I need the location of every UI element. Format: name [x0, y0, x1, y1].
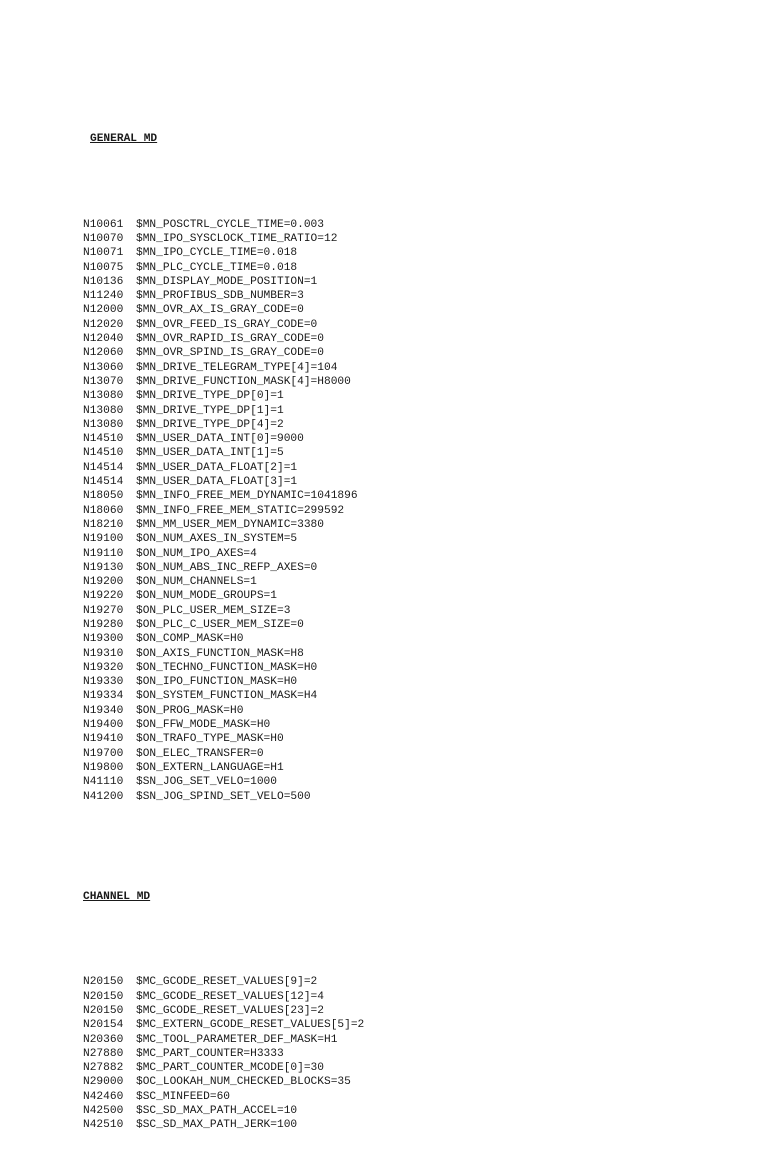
md-assignment: $MN_DRIVE_TYPE_DP[0]=1	[136, 390, 284, 403]
md-line	[83, 289, 364, 303]
md-assignment: $SN_JOG_SPIND_SET_VELO=500	[136, 790, 311, 803]
md-line-number: N20150	[83, 990, 124, 1003]
md-assignment: $ON_PLC_C_USER_MEM_SIZE=0	[136, 618, 304, 631]
md-assignment: $MN_PROFIBUS_SDB_NUMBER=3	[136, 290, 304, 303]
md-assignment: $MN_OVR_RAPID_IS_GRAY_CODE=0	[136, 333, 324, 346]
md-assignment: $MN_POSCTRL_CYCLE_TIME=0.003	[136, 218, 324, 231]
md-line	[83, 1004, 364, 1018]
md-line	[83, 532, 364, 546]
md-assignment: $ON_PROG_MASK=H0	[136, 704, 244, 717]
md-assignment: $OC_LOOKAH_NUM_CHECKED_BLOCKS=35	[136, 1076, 351, 1089]
md-line	[83, 761, 364, 775]
md-line-number: N41110	[83, 776, 124, 789]
md-line	[83, 404, 364, 418]
md-line-number: N41200	[83, 790, 124, 803]
md-line	[83, 732, 364, 746]
md-assignment: $MC_PART_COUNTER_MCODE[0]=30	[136, 1062, 324, 1075]
md-line-number: N13070	[83, 375, 124, 388]
md-assignment: $ON_ELEC_TRANSFER=0	[136, 747, 264, 760]
md-line-number: N18060	[83, 504, 124, 517]
md-line	[83, 990, 364, 1004]
md-line-number: N19334	[83, 690, 124, 703]
md-assignment: $ON_PLC_USER_MEM_SIZE=3	[136, 604, 291, 617]
md-line	[83, 675, 364, 689]
md-line-number: N19270	[83, 604, 124, 617]
md-line	[83, 418, 364, 432]
md-line	[83, 661, 364, 675]
md-line-number: N19340	[83, 704, 124, 717]
md-assignment: $ON_NUM_ABS_INC_REFP_AXES=0	[136, 561, 318, 574]
md-line-number: N20150	[83, 1005, 124, 1017]
md-line	[83, 246, 364, 260]
md-line-number: N19310	[83, 647, 124, 660]
md-line	[83, 618, 364, 632]
md-assignment: $MN_DISPLAY_MODE_POSITION=1	[136, 275, 318, 288]
md-line	[83, 1075, 364, 1089]
md-line	[83, 604, 364, 618]
md-line-number: N20154	[83, 1019, 124, 1032]
md-assignment: $ON_AXIS_FUNCTION_MASK=H8	[136, 647, 304, 660]
md-line	[83, 361, 364, 375]
md-assignment: $ON_TECHNO_FUNCTION_MASK=H0	[136, 661, 318, 674]
md-line-number: N10136	[83, 275, 124, 288]
md-assignment: $MC_EXTERN_GCODE_RESET_VALUES[5]=2	[136, 1019, 365, 1032]
md-assignment: $ON_NUM_AXES_IN_SYSTEM=5	[136, 533, 298, 546]
md-line	[83, 389, 364, 403]
md-line-number: N19330	[83, 676, 124, 689]
md-assignment: $MN_IPO_SYSCLOCK_TIME_RATIO=12	[136, 232, 338, 245]
md-line	[83, 318, 364, 332]
md-assignment: $MC_PART_COUNTER=H3333	[136, 1047, 284, 1060]
md-assignment: $ON_NUM_MODE_GROUPS=1	[136, 590, 277, 603]
md-assignment: $MN_PLC_CYCLE_TIME=0.018	[136, 261, 298, 274]
md-line	[83, 489, 364, 503]
md-assignment: $MN_INFO_FREE_MEM_DYNAMIC=1041896	[136, 490, 358, 503]
spacer	[83, 847, 364, 861]
md-assignment: $ON_EXTERN_LANGUAGE=H1	[136, 761, 284, 774]
md-line	[83, 975, 364, 989]
md-assignment: $MC_TOOL_PARAMETER_DEF_MASK=H1	[136, 1033, 338, 1046]
md-assignment: $MN_IPO_CYCLE_TIME=0.018	[136, 247, 298, 260]
md-line	[83, 1118, 364, 1132]
md-line	[83, 575, 364, 589]
md-line-number: N13080	[83, 418, 124, 431]
md-line-number: N11240	[83, 290, 124, 303]
md-line	[83, 261, 364, 275]
md-line	[83, 1033, 364, 1047]
md-assignment: $MN_USER_DATA_INT[0]=9000	[136, 433, 304, 446]
md-assignment: $ON_TRAFO_TYPE_MASK=H0	[136, 733, 284, 746]
md-assignment: $MN_USER_DATA_FLOAT[2]=1	[136, 461, 298, 474]
md-assignment: $MN_INFO_FREE_MEM_STATIC=299592	[136, 504, 345, 517]
md-line	[83, 790, 364, 804]
md-line-number: N19700	[83, 747, 124, 760]
md-line-number: N12040	[83, 333, 124, 346]
md-line-number: N13080	[83, 404, 124, 417]
md-line-number: N14510	[83, 447, 124, 460]
md-line	[83, 589, 364, 603]
md-assignment: $MN_USER_DATA_FLOAT[3]=1	[136, 476, 298, 489]
md-assignment: $MN_OVR_FEED_IS_GRAY_CODE=0	[136, 318, 318, 331]
md-line-number: N20360	[83, 1033, 124, 1046]
md-line-number: N19100	[83, 533, 124, 546]
channel-md-list	[83, 975, 364, 1132]
md-assignment: $SC_SD_MAX_PATH_ACCEL=10	[136, 1105, 298, 1118]
md-line	[83, 1104, 364, 1118]
md-line-number: N19300	[83, 633, 124, 646]
md-line-number: N14514	[83, 476, 124, 489]
md-line-number: N19200	[83, 576, 124, 589]
md-line-number: N19280	[83, 618, 124, 631]
md-line-number: N14514	[83, 461, 124, 474]
md-line-number: N19400	[83, 719, 124, 732]
md-assignment: $MC_GCODE_RESET_VALUES[9]=2	[136, 976, 318, 989]
md-assignment: $ON_COMP_MASK=H0	[136, 633, 244, 646]
md-line-number: N10061	[83, 218, 124, 231]
md-assignment: $MN_DRIVE_TYPE_DP[4]=2	[136, 418, 284, 431]
md-line	[83, 375, 364, 389]
md-assignment: $MN_MM_USER_MEM_DYNAMIC=3380	[136, 518, 324, 531]
general-md-list	[83, 218, 364, 804]
md-line-number: N29000	[83, 1076, 124, 1089]
md-assignment: $ON_FFW_MODE_MASK=H0	[136, 719, 271, 732]
md-line	[83, 475, 364, 489]
md-line-number: N42500	[83, 1105, 124, 1118]
md-assignment: $SC_SD_MAX_PATH_JERK=100	[136, 1119, 298, 1132]
md-line	[83, 432, 364, 446]
md-assignment: $MN_OVR_SPIND_IS_GRAY_CODE=0	[136, 347, 324, 360]
md-line	[83, 303, 364, 317]
md-line-number: N14510	[83, 433, 124, 446]
md-line-number: N27882	[83, 1062, 124, 1075]
md-line	[83, 332, 364, 346]
md-line-number: N19220	[83, 590, 124, 603]
md-line-number: N12020	[83, 318, 124, 331]
md-assignment: $MN_DRIVE_TYPE_DP[1]=1	[136, 404, 284, 417]
md-line	[83, 632, 364, 646]
md-line	[83, 518, 364, 532]
md-assignment: $MN_DRIVE_FUNCTION_MASK[4]=H8000	[136, 375, 351, 388]
md-line-number: N42510	[83, 1119, 124, 1132]
md-line-number: N10075	[83, 261, 124, 274]
machine-data-listing	[83, 89, 364, 1176]
md-line-number: N18050	[83, 490, 124, 503]
md-line	[83, 461, 364, 475]
channel-md-heading: CHANNEL MD	[83, 890, 151, 903]
md-line	[83, 547, 364, 561]
md-line	[83, 218, 364, 232]
md-assignment: $MN_DRIVE_TELEGRAM_TYPE[4]=104	[136, 361, 338, 374]
md-line-number: N19800	[83, 761, 124, 774]
md-line	[83, 704, 364, 718]
md-line-number: N13080	[83, 390, 124, 403]
md-line-number: N20150	[83, 976, 124, 989]
md-line	[83, 647, 364, 661]
md-line	[83, 275, 364, 289]
md-line	[83, 446, 364, 460]
md-assignment: $ON_IPO_FUNCTION_MASK=H0	[136, 676, 298, 689]
md-line	[83, 775, 364, 789]
md-line	[83, 1090, 364, 1104]
md-line-number: N12060	[83, 347, 124, 360]
md-line-number: N13060	[83, 361, 124, 374]
md-line	[83, 504, 364, 518]
md-assignment: $ON_SYSTEM_FUNCTION_MASK=H4	[136, 690, 318, 703]
md-line	[83, 747, 364, 761]
md-line-number: N19110	[83, 547, 124, 560]
md-line-number: N18210	[83, 518, 124, 531]
md-assignment: $ON_NUM_CHANNELS=1	[136, 576, 257, 589]
md-line-number: N10071	[83, 247, 124, 260]
md-line	[83, 346, 364, 360]
md-line-number: N19410	[83, 733, 124, 746]
md-line-number: N27880	[83, 1047, 124, 1060]
md-line-number: N42460	[83, 1090, 124, 1103]
md-line	[83, 561, 364, 575]
md-line-number: N10070	[83, 232, 124, 245]
md-line	[83, 689, 364, 703]
md-line	[83, 1061, 364, 1075]
md-assignment: $SN_JOG_SET_VELO=1000	[136, 776, 277, 789]
md-line	[83, 1047, 364, 1061]
md-line-number: N19320	[83, 661, 124, 674]
md-assignment: $MN_USER_DATA_INT[1]=5	[136, 447, 284, 460]
spacer	[83, 175, 364, 189]
md-line-number: N12000	[83, 304, 124, 317]
md-assignment: $MC_GCODE_RESET_VALUES[12]=4	[136, 990, 324, 1003]
md-assignment: $ON_NUM_IPO_AXES=4	[136, 547, 257, 560]
md-line	[83, 232, 364, 246]
md-line	[83, 718, 364, 732]
general-md-heading: GENERAL MD	[90, 132, 158, 145]
md-line	[83, 1018, 364, 1032]
md-assignment: $MC_GCODE_RESET_VALUES[23]=2	[136, 1005, 324, 1017]
md-assignment: $SC_MINFEED=60	[136, 1090, 230, 1103]
spacer	[83, 933, 364, 947]
md-line-number: N19130	[83, 561, 124, 574]
md-assignment: $MN_OVR_AX_IS_GRAY_CODE=0	[136, 304, 304, 317]
